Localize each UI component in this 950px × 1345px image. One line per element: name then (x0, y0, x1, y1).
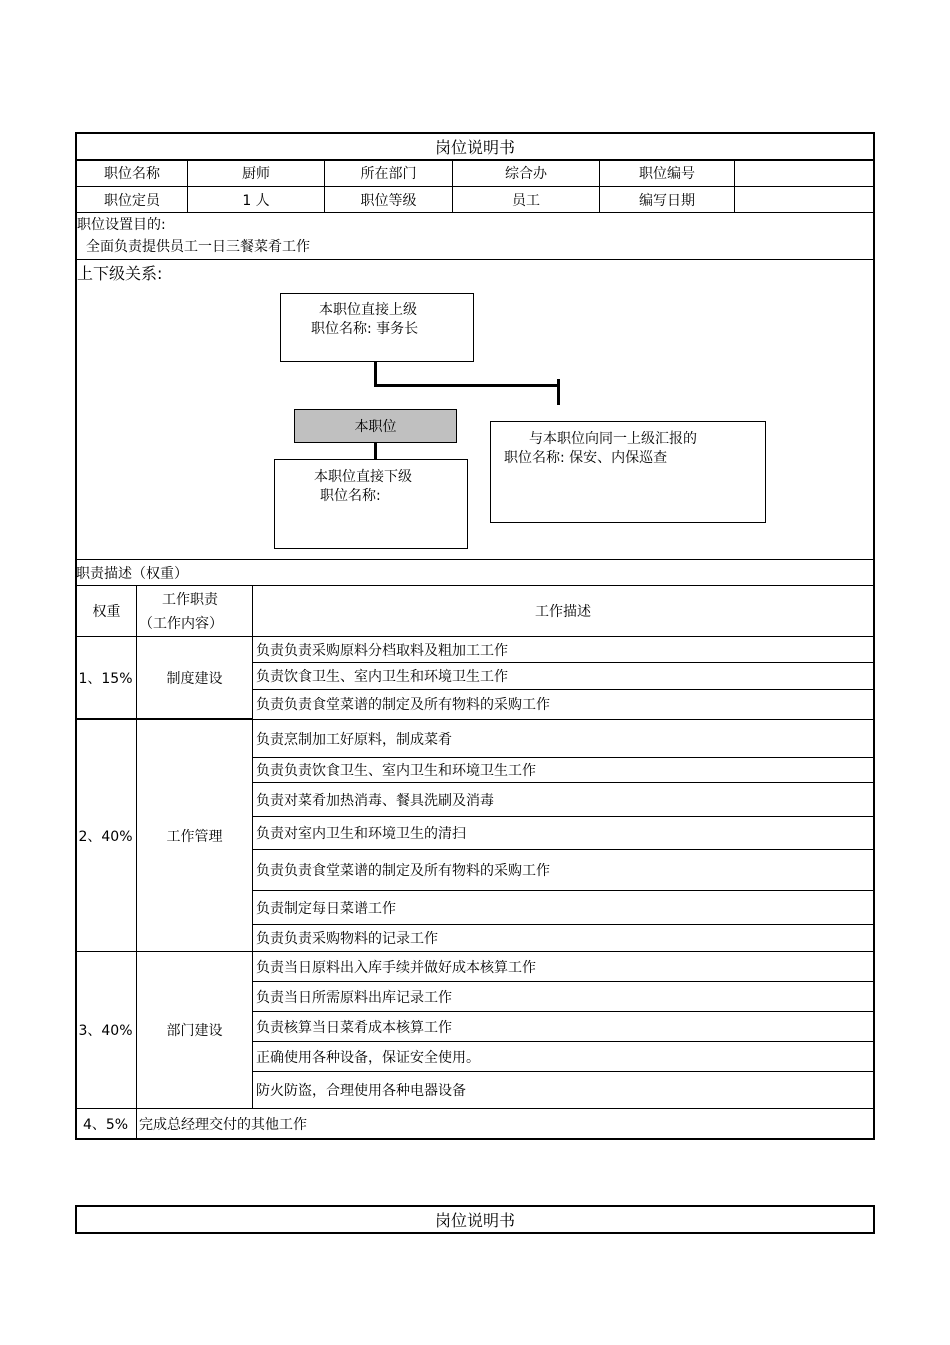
org-peer-box (490, 421, 766, 523)
value-department: 综合办 (505, 166, 547, 182)
value-headcount: 1 人 (242, 192, 270, 209)
col-duty-header: 工作职责 (162, 592, 218, 608)
connector (374, 443, 377, 459)
org-self-box: 本职位 (294, 409, 457, 443)
group2-item-4: 负责对室内卫生和环境卫生的清扫 (256, 826, 466, 842)
group2-item-6: 负责制定每日菜谱工作 (256, 900, 396, 917)
group3-item-5: 防火防盗，合理使用各种电器设备 (256, 1083, 466, 1099)
org-subordinate-title: 本职位直接下级 (314, 469, 412, 485)
group1-item-1: 负责负责采购原料分档取料及粗加工工作 (256, 642, 508, 659)
org-superior-title: 本职位直接上级 (319, 302, 417, 318)
group2-duty: 工作管理 (166, 828, 223, 845)
org-superior-box (280, 293, 474, 362)
group1-duty: 制度建设 (166, 670, 223, 687)
group4-item: 完成总经理交付的其他工作 (139, 1116, 307, 1133)
group2-weight: 2、40% (78, 828, 133, 845)
group3-duty: 部门建设 (166, 1023, 223, 1039)
label-job-name: 职位名称 (104, 166, 160, 182)
group2-item-7: 负责负责采购物料的记录工作 (256, 931, 438, 947)
col-desc-header: 工作描述 (535, 604, 591, 620)
col-weight-header: 权重 (92, 604, 121, 620)
duty-label: 职责描述（权重） (76, 566, 188, 582)
group3-item-4: 正确使用各种设备，保证安全使用。 (256, 1049, 480, 1066)
group1-weight: 1、15% (78, 670, 133, 687)
value-job-code (735, 160, 873, 186)
group2-item-5: 负责负责食堂菜谱的制定及所有物料的采购工作 (256, 863, 550, 879)
label-date: 编写日期 (639, 192, 695, 209)
value-job-name: 厨师 (242, 166, 270, 182)
group2-item-1: 负责烹制加工好原料，制成菜肴 (256, 731, 452, 748)
label-department: 所在部门 (360, 166, 417, 182)
label-grade: 职位等级 (360, 192, 417, 209)
org-superior-name: 职位名称: 事务长 (311, 321, 419, 337)
group2-item-3: 负责对菜肴加热消毒、餐具洗刷及消毒 (256, 792, 494, 809)
group3-item-3: 负责核算当日菜肴成本核算工作 (256, 1019, 452, 1036)
org-subordinate-box (274, 459, 468, 549)
value-date (735, 187, 873, 212)
group1-item-3: 负责负责食堂菜谱的制定及所有物料的采购工作 (256, 697, 550, 713)
group2-item-2: 负责负责饮食卫生、室内卫生和环境卫生工作 (256, 763, 536, 779)
purpose-label: 职位设置目的: (77, 217, 166, 233)
label-headcount: 职位定员 (104, 192, 160, 209)
group1-item-2: 负责饮食卫生、室内卫生和环境卫生工作 (256, 668, 508, 685)
group4-weight: 4、5% (82, 1116, 129, 1133)
group3-item-1: 负责当日原料出入库手续并做好成本核算工作 (256, 959, 536, 976)
divider (75, 559, 875, 560)
group3-item-2: 负责当日所需原料出库记录工作 (256, 989, 452, 1006)
org-peer-name: 职位名称: 保安、内保巡查 (504, 450, 668, 466)
purpose-text: 全面负责提供员工一日三餐菜肴工作 (86, 239, 310, 255)
divider (75, 212, 875, 213)
document-title: 岗位说明书 (434, 138, 515, 157)
connector (557, 379, 560, 405)
value-grade: 员工 (512, 192, 540, 209)
group3-weight: 3、40% (78, 1023, 133, 1039)
org-subordinate-name: 职位名称: (320, 488, 381, 504)
org-peer-title: 与本职位向同一上级汇报的 (529, 431, 697, 447)
col-duty-subheader: （工作内容） (139, 616, 223, 632)
connector (374, 384, 560, 387)
divider (75, 259, 875, 260)
relation-label: 上下级关系: (77, 264, 163, 283)
document-title-2: 岗位说明书 (75, 1205, 875, 1234)
label-job-code: 职位编号 (639, 166, 695, 182)
